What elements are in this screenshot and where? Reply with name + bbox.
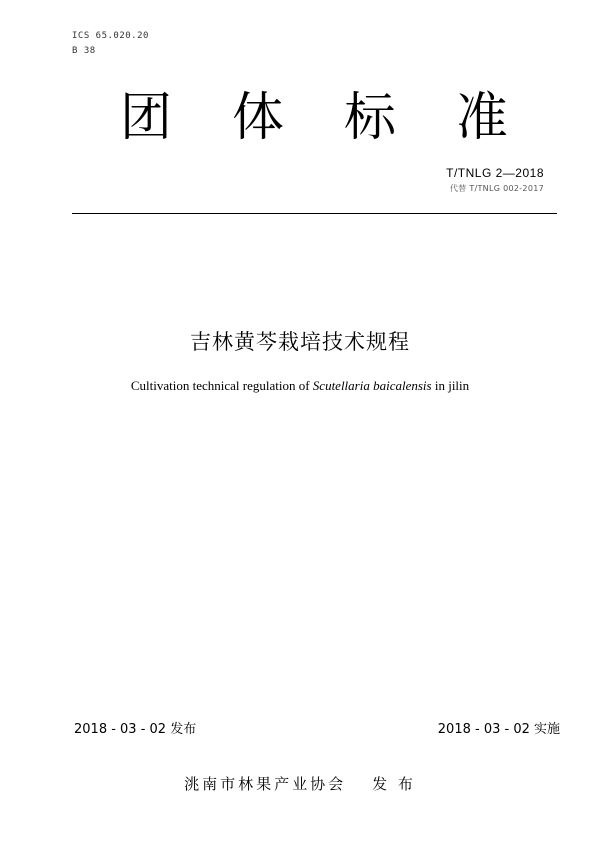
title-english	[0, 378, 600, 394]
issuer-action: 发 布	[372, 775, 416, 793]
big-title-char-1: 团	[120, 88, 173, 148]
issuer	[0, 773, 600, 794]
big-title-char-4: 准	[456, 88, 509, 148]
big-title-char-2: 体	[232, 88, 285, 148]
ics-code: ICS 65.020.20	[72, 31, 149, 41]
classification-code: B 38	[72, 46, 96, 56]
standard-code: T/TNLG 2—2018	[446, 166, 544, 180]
title-english-species: Scutellaria baicalensis	[312, 378, 432, 393]
big-title-char-3: 标	[344, 88, 397, 148]
issuer-name: 洮南市林果产业协会	[184, 775, 347, 793]
publish-date: 2018 - 03 - 02 发布	[74, 722, 197, 737]
title-chinese: 吉林黄芩栽培技术规程	[190, 330, 410, 354]
replaces-note: 代替 T/TNLG 002-2017	[449, 184, 544, 193]
implement-date: 2018 - 03 - 02 实施	[437, 722, 560, 737]
title-english-suffix: in jilin	[431, 378, 470, 393]
header-divider	[72, 213, 557, 214]
title-english-prefix: Cultivation technical regulation of	[130, 378, 313, 393]
